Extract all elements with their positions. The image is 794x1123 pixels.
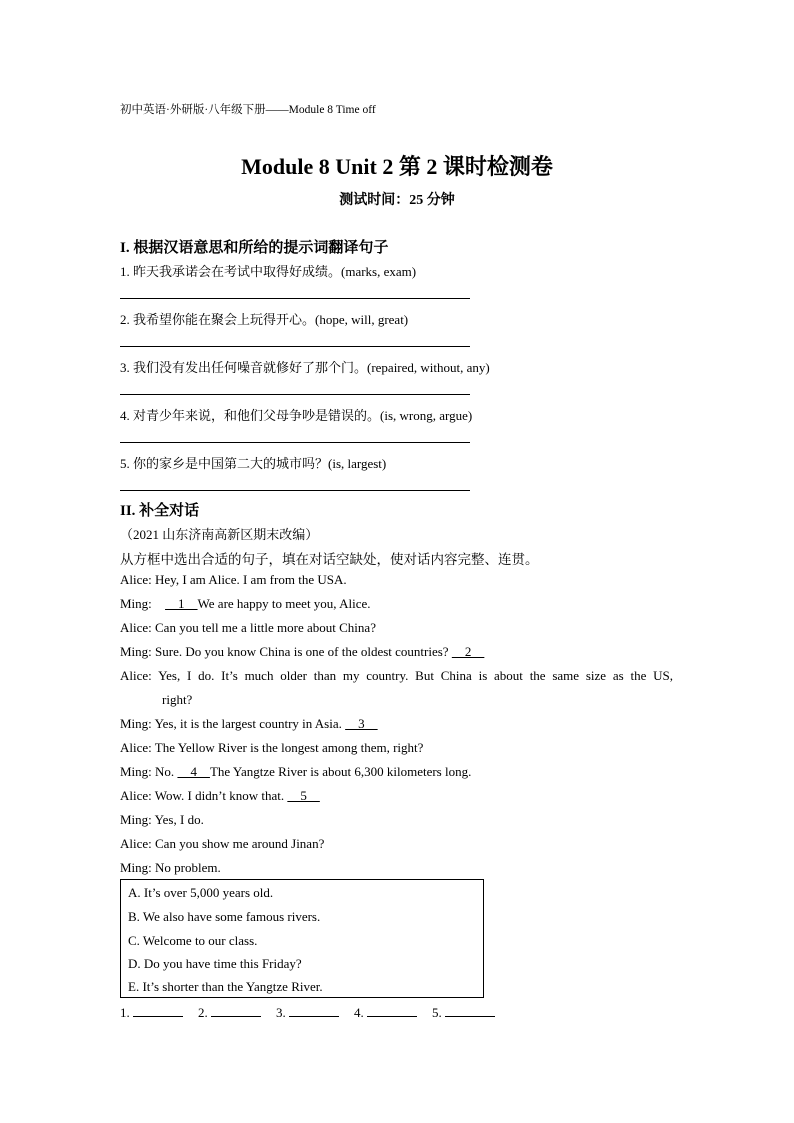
option-a: A. It’s over 5,000 years old. bbox=[128, 885, 274, 900]
section2-source: （2021 山东济南高新区期末改编） bbox=[120, 527, 319, 542]
page-title: Module 8 Unit 2 第 2 课时检测卷 bbox=[241, 154, 553, 179]
blank-3[interactable]: 3 bbox=[345, 716, 378, 731]
utterance: Yes, I do. It’s much older than my country. But China is about the same size as the US, bbox=[158, 668, 673, 683]
test-time: 测试时间：25 分钟 bbox=[339, 193, 455, 208]
answer-label-3: 3. bbox=[276, 1005, 286, 1020]
utterance: Yes, I do. bbox=[154, 812, 204, 827]
answer-blank-3[interactable] bbox=[289, 1004, 339, 1017]
answer-line-4[interactable] bbox=[120, 442, 470, 443]
utterance: Can you tell me a little more about China? bbox=[155, 620, 376, 635]
utterance: We are happy to meet you, Alice. bbox=[197, 596, 371, 611]
answer-line-5[interactable] bbox=[120, 490, 470, 491]
blank-5[interactable]: 5 bbox=[287, 788, 320, 803]
answer-blank-4[interactable] bbox=[367, 1004, 417, 1017]
blank-2[interactable]: 2 bbox=[451, 644, 485, 659]
speaker: Ming: bbox=[120, 812, 152, 827]
section2-heading: II. 补全对话 bbox=[120, 503, 200, 519]
speaker: Alice: bbox=[120, 836, 152, 851]
dialogue-line-7 bbox=[120, 740, 423, 756]
speaker: Ming: bbox=[120, 716, 152, 731]
speaker: Ming: bbox=[120, 860, 152, 875]
option-b: B. We also have some famous rivers. bbox=[128, 909, 321, 924]
dialogue-line-5-continued: right? bbox=[162, 692, 193, 707]
translation-item-1: 1. 昨天我承诺会在考试中取得好成绩。(marks, exam) bbox=[120, 264, 417, 279]
utterance: Sure. Do you know China is one of the oldest countries? bbox=[155, 644, 452, 659]
translation-item-3: 3. 我们没有发出任何噪音就修好了那个门。(repaired, without, any) bbox=[120, 360, 490, 375]
speaker: Ming: bbox=[120, 596, 152, 611]
dialogue-line-6 bbox=[120, 716, 378, 732]
blank-1[interactable]: 1 bbox=[165, 596, 198, 611]
dialogue-line-12 bbox=[120, 860, 221, 876]
answer-blank-2[interactable] bbox=[211, 1004, 261, 1017]
utterance: Can you show me around Jinan? bbox=[155, 836, 325, 851]
answer-line-1[interactable] bbox=[120, 298, 470, 299]
speaker: Alice: bbox=[120, 668, 152, 683]
utterance: The Yellow River is the longest among them, right? bbox=[154, 740, 424, 755]
utterance: Hey, I am Alice. I am from the USA. bbox=[155, 572, 347, 587]
dialogue-line-4 bbox=[120, 644, 484, 660]
section1-heading: I. 根据汉语意思和所给的提示词翻译句子 bbox=[120, 240, 389, 256]
translation-item-2: 2. 我希望你能在聚会上玩得开心。(hope, will, great) bbox=[120, 312, 409, 327]
section2-instruction: 从方框中选出合适的句子，填在对话空缺处，使对话内容完整、连贯。 bbox=[120, 552, 539, 567]
dialogue-line-3 bbox=[120, 620, 376, 636]
option-e: E. It’s shorter than the Yangtze River. bbox=[128, 979, 323, 994]
dialogue-line-1 bbox=[120, 572, 347, 588]
answer-label-2: 2. bbox=[198, 1005, 208, 1020]
utterance: No problem. bbox=[155, 860, 221, 875]
page-header: 初中英语·外研版·八年级下册——Module 8 Time off bbox=[120, 104, 376, 116]
dialogue-line-11 bbox=[120, 836, 324, 852]
speaker: Alice: bbox=[120, 788, 152, 803]
answer-blank-1[interactable] bbox=[133, 1004, 183, 1017]
answer-label-5: 5. bbox=[432, 1005, 442, 1020]
utterance: Yes, it is the largest country in Asia. bbox=[154, 716, 346, 731]
dialogue-line-8 bbox=[120, 764, 471, 780]
answer-label-4: 4. bbox=[354, 1005, 364, 1020]
answer-line-3[interactable] bbox=[120, 394, 470, 395]
speaker: Ming: bbox=[120, 764, 152, 779]
speaker: Ming: bbox=[120, 644, 152, 659]
answer-row bbox=[120, 1004, 507, 1021]
speaker: Alice: bbox=[120, 620, 152, 635]
dialogue-line-5 bbox=[120, 668, 673, 684]
utterance-continued: The Yangtze River is about 6,300 kilometers long. bbox=[209, 764, 472, 779]
blank-4[interactable]: 4 bbox=[177, 764, 210, 779]
answer-blank-5[interactable] bbox=[445, 1004, 495, 1017]
translation-item-5: 5. 你的家乡是中国第二大的城市吗？(is, largest) bbox=[120, 456, 387, 471]
option-c: C. Welcome to our class. bbox=[128, 933, 258, 948]
utterance: Wow. I didn’t know that. bbox=[154, 788, 288, 803]
utterance: No. bbox=[155, 764, 178, 779]
speaker: Alice: bbox=[120, 740, 152, 755]
answer-line-2[interactable] bbox=[120, 346, 470, 347]
answer-label-1: 1. bbox=[120, 1005, 130, 1020]
dialogue-line-2 bbox=[120, 596, 371, 612]
dialogue-line-10 bbox=[120, 812, 204, 828]
speaker: Alice: bbox=[120, 572, 152, 587]
dialogue-line-9 bbox=[120, 788, 320, 804]
options-box bbox=[120, 879, 484, 998]
option-d: D. Do you have time this Friday? bbox=[128, 956, 302, 971]
translation-item-4: 4. 对青少年来说，和他们父母争吵是错误的。(is, wrong, argue) bbox=[120, 408, 473, 423]
